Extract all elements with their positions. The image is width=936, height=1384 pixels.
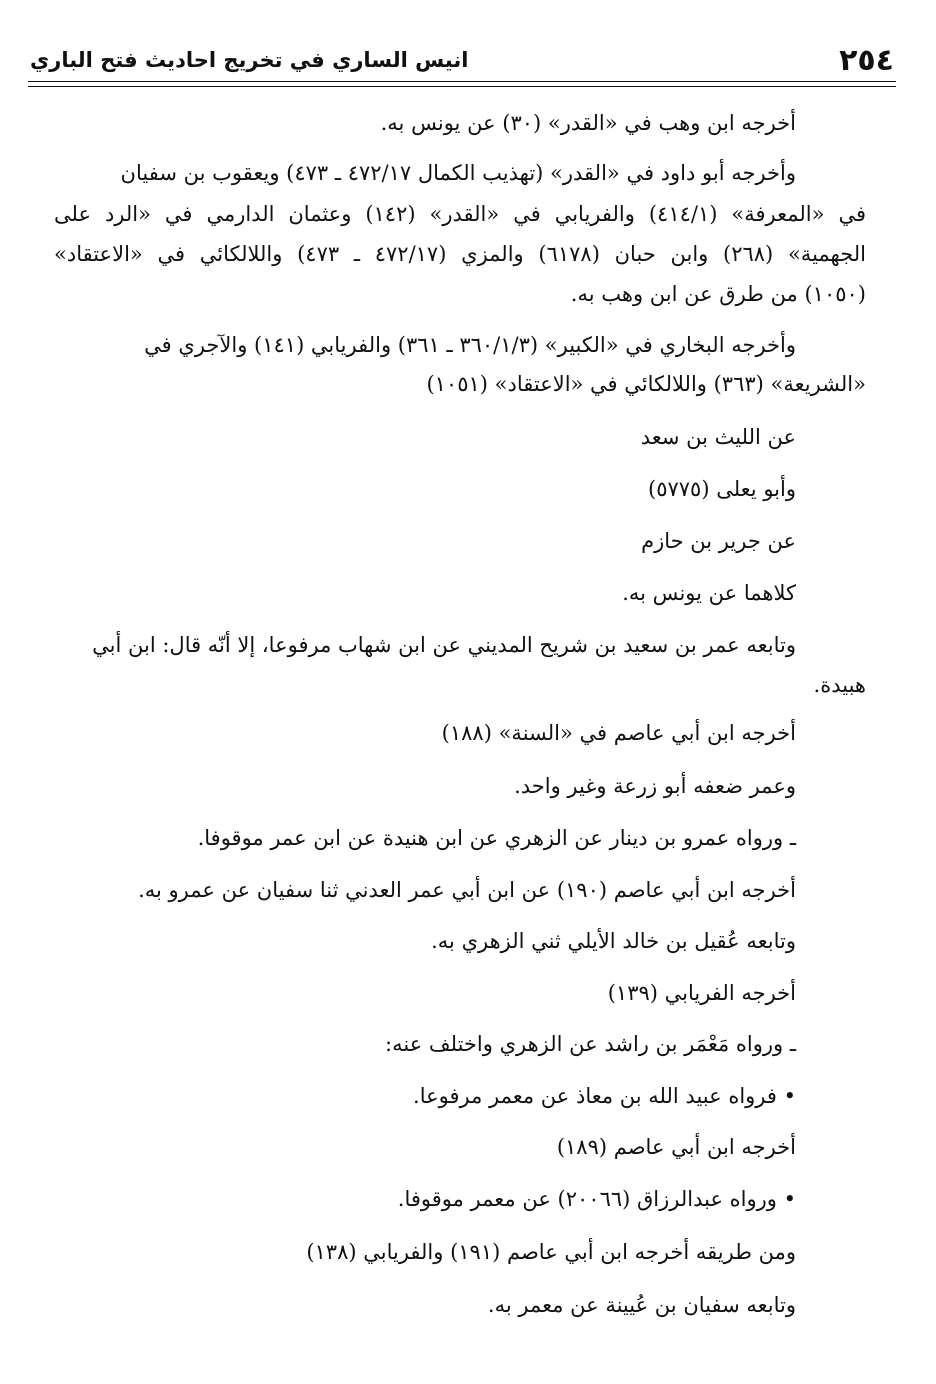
text-line: عن الليث بن سعد (640, 425, 796, 449)
text-line: وأخرجه أبو داود في «القدر» (تهذيب الكمال ٤٧٢/١٧ ـ ٤٧٣) ويعقوب بن سفيان (120, 161, 796, 185)
text-line: (١٠٥٠) من طرق عن ابن وهب به. (570, 282, 866, 306)
running-title: انيس الساري في تخريج احاديث فتح الباري (30, 48, 469, 72)
text-line: هبيدة. (813, 673, 866, 697)
text-line: أخرجه ابن أبي عاصم (١٨٩) (556, 1135, 796, 1159)
text-line: وأبو يعلى (٥٧٧٥) (648, 477, 796, 501)
text-line: وأخرجه البخاري في «الكبير» (٣٦٠/١/٣ ـ ٣٦١) والفريابي (١٤١) والآجري في (144, 333, 796, 357)
text-line: كلاهما عن يونس به. (622, 581, 796, 605)
text-line: أخرجه الفريابي (١٣٩) (607, 981, 796, 1005)
text-line: وتابعه عمر بن سعيد بن شريح المديني عن ابن شهاب مرفوعا، إلا أنّه قال: ابن أبي (92, 633, 796, 657)
text-line: ومن طريقه أخرجه ابن أبي عاصم (١٩١) والفريابي (١٣٨) (306, 1240, 796, 1264)
text-line: في «المعرفة» (٤١٤/١) والفريابي في «القدر» (١٤٢) وعثمان الدارمي في «الرد على (54, 202, 866, 226)
text-line: وتابعه عُقيل بن خالد الأيلي ثني الزهري به. (431, 929, 796, 953)
text-line: ـ ورواه عمرو بن دينار عن الزهري عن ابن هنيدة عن ابن عمر موقوفا. (197, 826, 796, 850)
text-line: • فرواه عبيد الله بن معاذ عن معمر مرفوعا. (413, 1084, 796, 1108)
page-number: ٢٥٤ (839, 42, 894, 78)
text-line: أخرجه ابن وهب في «القدر» (٣٠) عن يونس به. (380, 111, 796, 135)
text-line: الجهمية» (٢٦٨) وابن حبان (٦١٧٨) والمزي (٤٧٢/١٧ ـ ٤٧٣) واللالكائي في «الاعتقاد» (54, 242, 867, 266)
text-line: «الشريعة» (٣٦٣) واللالكائي في «الاعتقاد» (١٠٥١) (426, 372, 866, 396)
text-line: وعمر ضعفه أبو زرعة وغير واحد. (514, 774, 796, 798)
header-rule-bottom (28, 86, 896, 87)
page-header (30, 40, 894, 80)
text-line: وتابعه سفيان بن عُيينة عن معمر به. (487, 1293, 796, 1317)
text-line: عن جرير بن حازم (641, 529, 796, 553)
text-line: • ورواه عبدالرزاق (٢٠٠٦٦) عن معمر موقوفا. (397, 1187, 796, 1211)
text-line: ـ ورواه مَعْمَر بن راشد عن الزهري واختلف عنه: (385, 1032, 796, 1056)
header-rule-top (28, 81, 896, 82)
text-line: أخرجه ابن أبي عاصم (١٩٠) عن ابن أبي عمر العدني ثنا سفيان عن عمرو به. (138, 878, 796, 902)
text-line: أخرجه ابن أبي عاصم في «السنة» (١٨٨) (441, 721, 796, 745)
